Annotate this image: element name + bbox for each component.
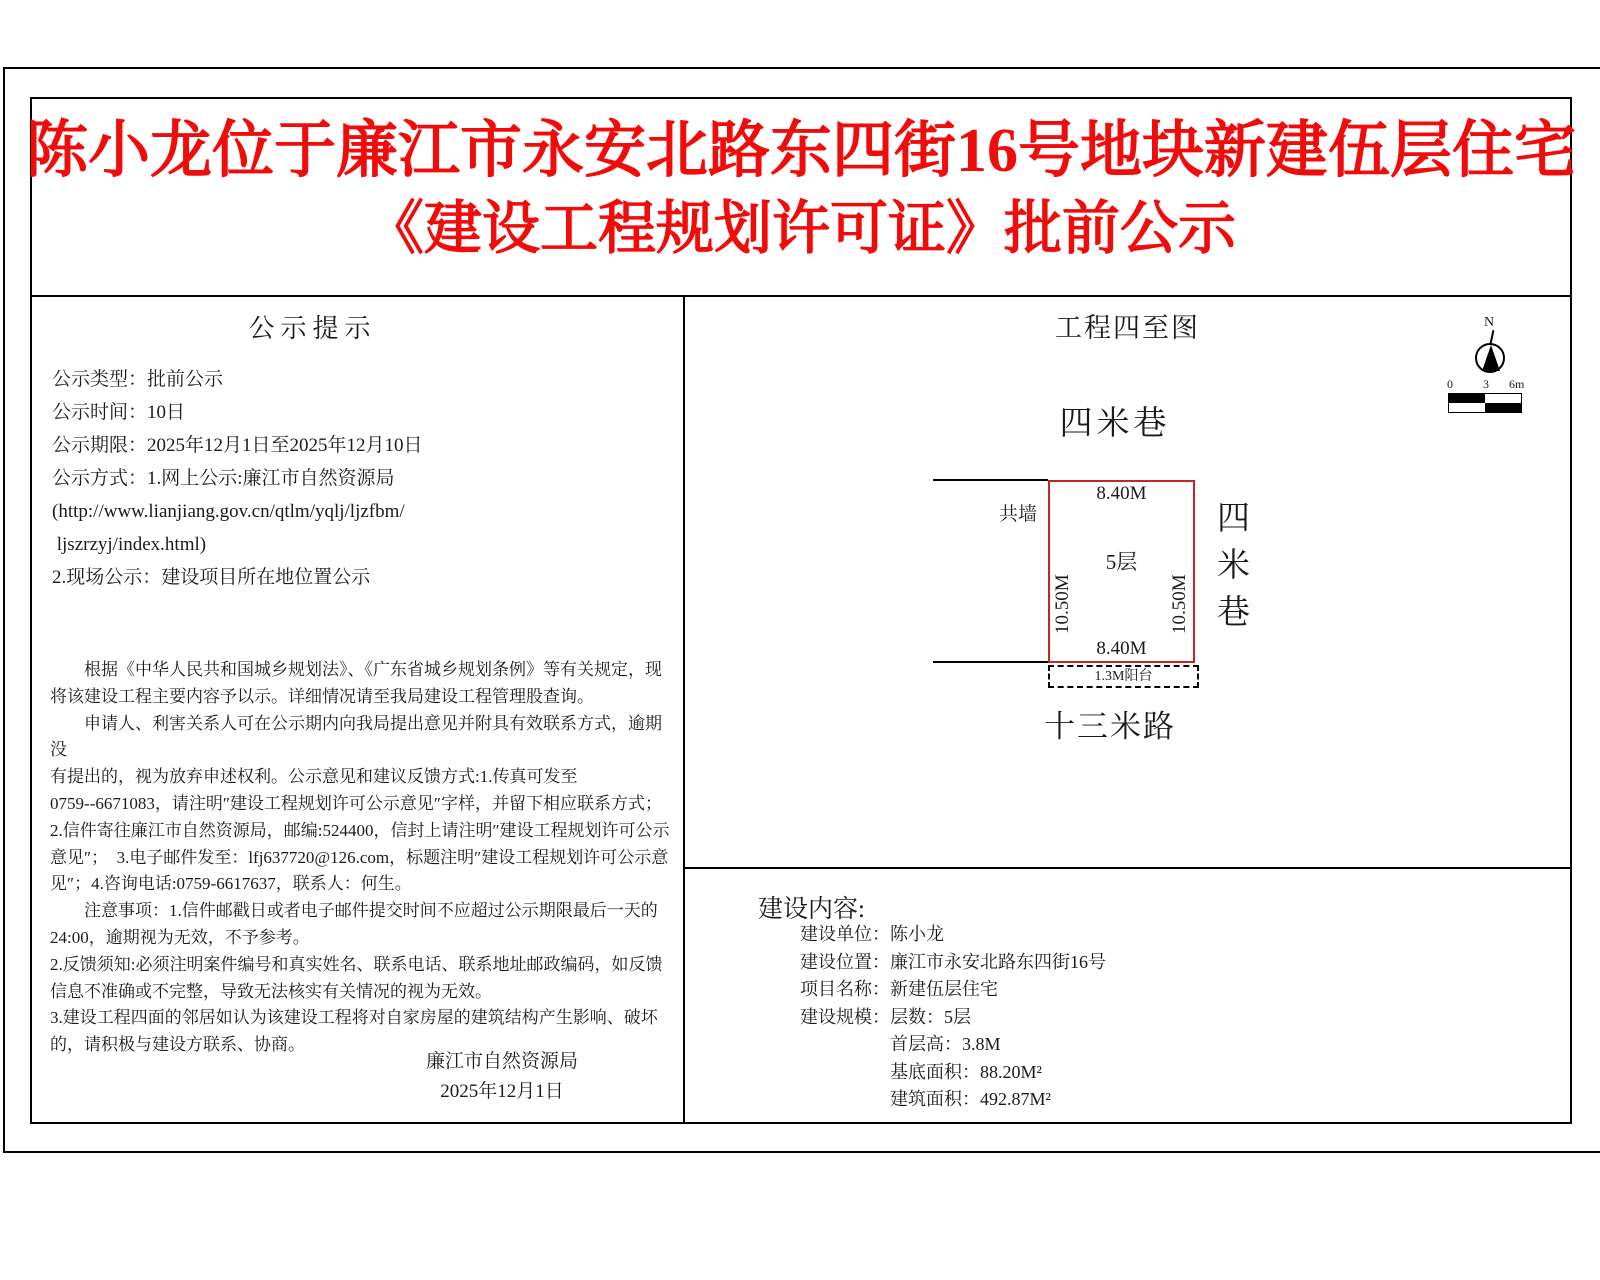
paragraph-line: 注意事项：1.信件邮戳日或者电子邮件提交时间不应超过公示期限最后一天的	[50, 901, 658, 921]
dimension-right: 10.50M	[1169, 574, 1190, 634]
notice-title-line2: 《建设工程规划许可证》批前公示	[365, 196, 1236, 261]
paragraph-line: 意见″； 3.电子邮件发至：lfj637720@126.com，标题注明″建设工程规划许可公示意	[50, 847, 669, 867]
paragraph-line: 的，请积极与建设方联系、协商。	[50, 1035, 305, 1055]
shared-wall-line-top	[933, 479, 1048, 481]
building-footprint	[1048, 480, 1195, 663]
shared-wall-line-bottom	[933, 661, 1048, 663]
floors-label: 5层	[1105, 550, 1138, 574]
signature-block	[382, 1047, 622, 1107]
paragraph-line: 见″；4.咨询电话:0759-6617637，联系人：何生。	[50, 874, 412, 894]
scale-bar-cell	[1449, 394, 1485, 403]
balcony-outline: 1.3M阳台	[1048, 665, 1199, 688]
info-line: 公示类型：批前公示	[52, 369, 224, 390]
body-columns	[32, 297, 1570, 1122]
info-line: ljszrzyj/index.html)	[52, 534, 207, 555]
info-line: 公示方式：1.网上公示:廉江市自然资源局	[52, 468, 395, 489]
scale-label-0: 0	[1447, 377, 1453, 391]
site-map-heading: 工程四至图	[1055, 313, 1200, 343]
notice-paragraph-block	[50, 657, 678, 1059]
notice-title-block	[26, 99, 1577, 297]
scale-bar-cell	[1485, 394, 1521, 403]
construction-item-list	[800, 921, 1106, 1031]
scale-label-6m: 6m	[1509, 377, 1525, 391]
construction-scale-sublist	[890, 1031, 1106, 1114]
dimension-bottom: 8.40M	[1096, 638, 1147, 659]
scale-bar-cell	[1449, 403, 1485, 412]
construction-scale-subitem: 建筑面积：492.87M²	[890, 1089, 1051, 1109]
construction-scale-subitem: 首层高：3.8M	[890, 1034, 1001, 1054]
construction-content-items	[800, 921, 1106, 1114]
right-column	[685, 297, 1570, 1122]
road-label-south: 十三米路	[1044, 709, 1176, 744]
road-label-north: 四米巷	[1059, 406, 1171, 442]
scale-label-3: 3	[1483, 377, 1489, 391]
info-line: 公示时间：10日	[52, 402, 186, 423]
construction-scale-subitem: 基底面积：88.20M²	[890, 1061, 1042, 1082]
site-map-panel	[685, 297, 1570, 869]
scale-bar-cell	[1485, 403, 1521, 412]
info-line: (http://www.lianjiang.gov.cn/qtlm/yqlj/ljzfbm/	[52, 501, 405, 522]
notice-info-block	[52, 363, 677, 594]
paragraph-line: 有提出的，视为放弃申述权利。公示意见和建议反馈方式:1.传真可发至	[50, 767, 578, 787]
construction-item: 建设位置：廉江市永安北路东四街16号	[800, 951, 1106, 972]
paragraph-line: 信息不准确或不完整，导致无法核实有关情况的视为无效。	[50, 981, 492, 1001]
notice-title-line1: 陈小龙位于廉江市永安北路东四街16号地块新建伍层住宅	[26, 117, 1577, 185]
north-arrow-icon	[1482, 345, 1500, 371]
scale-bar	[1448, 393, 1522, 413]
construction-content-panel	[685, 869, 1570, 1122]
paragraph-line: 3.建设工程四面的邻居如认为该建设工程将对自家房屋的建筑结构产生影响、破坏	[50, 1008, 658, 1028]
paragraph-line: 2.反馈须知:必须注明案件编号和真实姓名、联系电话、联系地址邮政编码，如反馈	[50, 954, 663, 974]
paragraph-line: 24:00，逾期视为无效，不予参考。	[50, 927, 310, 947]
construction-item: 项目名称：新建伍层住宅	[800, 979, 998, 999]
dimension-left: 10.50M	[1052, 574, 1073, 634]
construction-item: 建设单位：陈小龙	[800, 924, 944, 944]
info-line: 2.现场公示：建设项目所在地位置公示	[52, 567, 371, 588]
paragraph-line: 根据《中华人民共和国城乡规划法》、《广东省城乡规划条例》等有关规定，现	[50, 660, 662, 679]
notice-tips-heading: 公示提示	[248, 314, 377, 343]
shared-wall-label: 共墙	[999, 504, 1038, 525]
paragraph-line: 申请人、利害关系人可在公示期内向我局提出意见并附具有效联系方式，逾期没	[50, 713, 662, 760]
construction-item: 建设规模：层数：5层	[800, 1006, 971, 1027]
main-frame	[26, 97, 1577, 1124]
paragraph-line: 0759--6671083，请注明″建设工程规划许可公示意见″字样，并留下相应联系方式；	[50, 793, 662, 813]
construction-content-heading: 建设内容:	[758, 896, 865, 923]
paragraph-line: 2.信件寄往廉江市自然资源局，邮编:524400，信封上请注明″建设工程规划许可公示	[50, 820, 670, 840]
info-line: 公示期限：2025年12月1日至2025年12月10日	[52, 435, 423, 456]
signature-org: 廉江市自然资源局	[425, 1051, 578, 1072]
notice-tips-panel	[32, 297, 685, 1122]
road-label-east: 四米巷	[1212, 500, 1248, 641]
signature-date: 2025年12月1日	[440, 1081, 564, 1102]
north-label: N	[1484, 315, 1495, 330]
paragraph-line: 将该建设工程主要内容予以示。详细情况请至我局建设工程管理股查询。	[50, 686, 594, 706]
dimension-top: 8.40M	[1096, 483, 1147, 504]
